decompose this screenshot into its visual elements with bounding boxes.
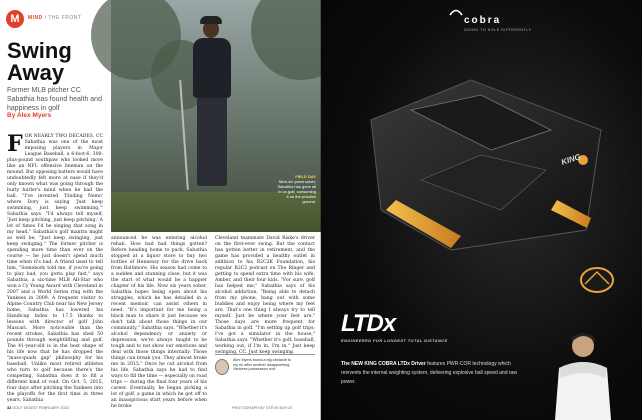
club-model-mark: KING <box>560 152 582 167</box>
brand-tagline: GOING TO HOLE DIFFERENTLY <box>464 28 532 32</box>
caption-label: FIELD DAY <box>295 174 316 179</box>
section-name: MIND <box>28 15 43 21</box>
product-name: LTDx <box>341 310 396 337</box>
golfer-cap <box>200 16 222 24</box>
section-label <box>28 15 81 21</box>
article-title <box>7 40 72 84</box>
title-line-2: Away <box>7 60 65 85</box>
author-bio-text: Alex Myers found a big obstacle to my en after another disappointing Yankees postseason exit. <box>233 358 292 372</box>
page-footer-left <box>7 406 69 410</box>
column-1-text: OR NEARLY TWO DECADES, CC Sabathia was one of the most imposing players in Major League Baseball, a 6-foot-6, 300-plus-pound southpaw who looked more like an NFL offensive lineman on the mound. But opposing batters would have undoubtedly felt more at ease if they'd only known what was going through the burly hurler's mind when he had the ball. "I've invented 'Finding Nemo' where Dory is saying 'Just keep swimming, just keep swimming,'" Sabathia says. "I'd always tell myself, 'Just keep pitching, just keep pitching.' A lot of times I'd be singing that song in my head." Sabathia's golf mantra might as well be, "Just keep swinging, just keep swinging." The former pitcher is spending more time than ever on the course — he just doesn't spend much time when it's bad. A friend used to tell him, "Somebody told me, if you're going to play bad, you gotta play fast," says Sabathia, a six-time MLB All-Star who won a Cy Young Award with Cleveland in 2007 and a World Series ring with the Yankees in 2009. A frequent visitor to Alpine Country Club near his New Jersey home, Sabathia has lowered his Handicap Index to 17.5 thanks to lessons with director of golf John Mascari. More noticeable than the recent strokes, Sabathia has shed 50 pounds through weightlifting and golf. The 41-year-old is in the best shape of his life now that he has dropped the "mass-quads gap" philosophy for his baseball. Unlike most retired athletes who turn to golf because there's the competing, Sabathia does it to fill a different kind of void. On Oct. 5, 2015, four days after pitching the Yankees into the playoffs for the first time in three years, Sabathia <box>7 134 103 403</box>
caption-text: Nine-six years sober, Sabathia has gone all in on golf, consuming it on the practice ground. <box>277 179 316 204</box>
section-logo: M <box>6 10 24 28</box>
article-body <box>7 124 317 409</box>
body-column-1 <box>7 131 103 404</box>
golfer-photo <box>535 328 625 420</box>
product-tagline: ENGINEERED FOR LONGEST TOTAL DISTANCE <box>341 338 448 343</box>
publication-name: GOLF DIGEST <box>12 406 38 410</box>
ad-copy-lead: The NEW KING COBRA LTDx Driver <box>341 361 426 367</box>
cobra-logo-icon <box>449 8 463 16</box>
drop-cap: F <box>7 131 23 157</box>
driver-head-icon <box>577 258 617 298</box>
ad-copy-body: features PWR-COR technology which reinvents the internal weighting system, delivering explosive ball speed and raw power. <box>341 361 517 385</box>
brand-name: cobra <box>464 15 502 26</box>
body-column-3: Cleveland teammate David Riske's driver on the first-ever swing. But the contact has gotten better in retirement, and the game has provided a healthy outlet in addition to his R2C2K Foundation, his regular R2C2 podcast on The Ringer and getting to spend extra time with his wife, Amber, and their four kids. "For sure, golf has helped me," Sabathia says of his alcohol addiction. "Being able to detach from my phone, hang out with some buddies and enjoy being where my feet are. That's one thing I always try to tell myself. Just be where your feet are." Those days are more frequent for Sabathia in golf. "I'm setting up golf trips; I've got a simulator in the house," Sabathia says. "Whether it's golf, baseball, working out, if I'm in, I'm in." Just keep swinging, CC. Just keep swinging. <box>215 236 315 355</box>
advertisement-page <box>321 0 642 420</box>
author-avatar <box>215 359 229 375</box>
body-column-2: announced he was entering alcohol rehab. How bad had things gotten? Before heading home to pack, Sabathia stopped at a liquor store to buy two bottles of Hennessy for the drive back from Baltimore. His season had come to a sudden and stunning close, but it was the start of what would be a happier chapter of his life. Now six years sober, Sabathia hopes being open about his struggles, which he has detailed in a recent memoir, can assist others in need. "It's important for me being a black man to share it just because we don't talk about those things in our community," Sabathia says. "Whether it's alcohol dependency or anxiety or depression, we're always taught to be tough and to not show our emotions and deal with those things internally. Those things can break you. They almost broke me in 2015." Once he cut alcohol from his life, Sabathia says he had to find ways to fill the time — especially on road trips — during the final four years of his career. Eventually, he began picking a lot of golf, a game in which he got off to an inauspicious start years before when he broke <box>111 236 207 409</box>
ad-copy <box>341 360 521 387</box>
title-line-1: Swing <box>7 38 72 63</box>
spread-gutter <box>320 0 321 420</box>
photo-credit: PHOTOGRAPH BY STEVE BOYLE <box>232 406 293 410</box>
issue-date: FEBRUARY 2022 <box>38 406 69 410</box>
page-number: 32 <box>7 406 12 410</box>
section-subname: / THE FRONT <box>44 15 82 21</box>
article-byline: By Alex Myers <box>7 112 52 119</box>
author-bio <box>215 354 315 388</box>
golfer-body <box>193 38 231 98</box>
article-deck: Former MLB pitcher CC Sabathia has found health and happiness in golf <box>7 87 102 112</box>
